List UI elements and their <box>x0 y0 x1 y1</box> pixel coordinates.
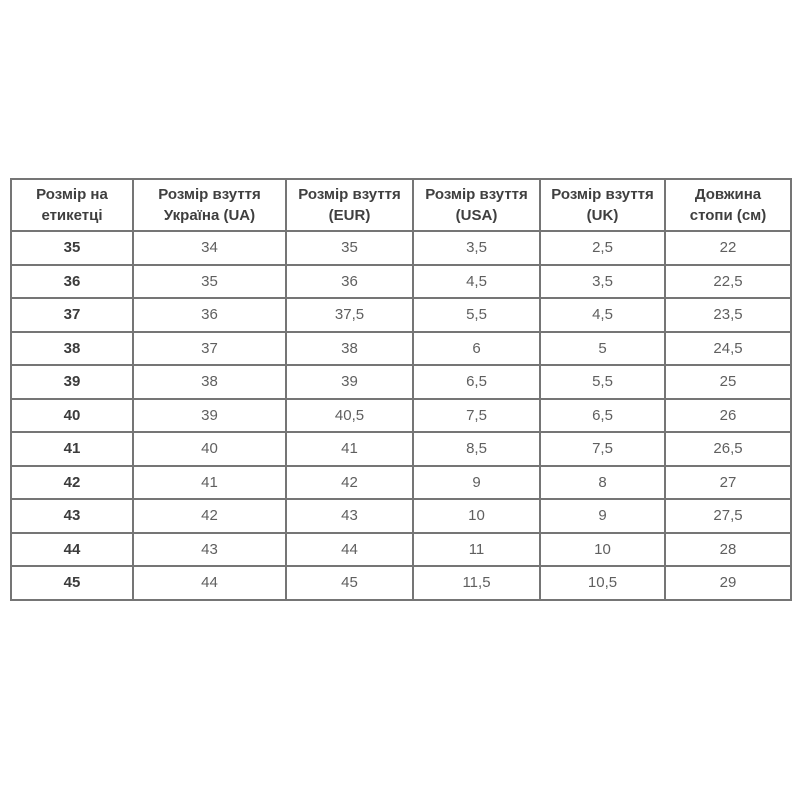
row-label-cell: 42 <box>11 466 133 500</box>
row-label-cell: 45 <box>11 566 133 600</box>
table-body <box>11 231 791 600</box>
table-header-row <box>11 179 791 231</box>
table-cell: 5,5 <box>540 365 665 399</box>
table-cell: 10 <box>540 533 665 567</box>
table-row <box>11 432 791 466</box>
row-label-cell: 40 <box>11 399 133 433</box>
row-label-cell: 39 <box>11 365 133 399</box>
table-cell: 37,5 <box>286 298 413 332</box>
table-cell: 5,5 <box>413 298 540 332</box>
table-cell: 4,5 <box>413 265 540 299</box>
row-label-cell: 44 <box>11 533 133 567</box>
table-cell: 44 <box>133 566 286 600</box>
table-cell: 44 <box>286 533 413 567</box>
table-row <box>11 566 791 600</box>
shoe-size-conversion-table <box>10 178 792 601</box>
table-cell: 41 <box>133 466 286 500</box>
table-cell: 34 <box>133 231 286 265</box>
table-cell: 38 <box>286 332 413 366</box>
table-cell: 39 <box>286 365 413 399</box>
table-row <box>11 231 791 265</box>
table-cell: 3,5 <box>413 231 540 265</box>
table-row <box>11 533 791 567</box>
table-cell: 35 <box>133 265 286 299</box>
table-cell: 40,5 <box>286 399 413 433</box>
table-row <box>11 265 791 299</box>
header-ua-size: Розмір взуття Україна (UA) <box>133 179 286 231</box>
table-cell: 10,5 <box>540 566 665 600</box>
table-cell: 7,5 <box>413 399 540 433</box>
table-row <box>11 499 791 533</box>
table-cell: 23,5 <box>665 298 791 332</box>
table-cell: 35 <box>286 231 413 265</box>
table-cell: 2,5 <box>540 231 665 265</box>
table-cell: 45 <box>286 566 413 600</box>
row-label-cell: 41 <box>11 432 133 466</box>
table-cell: 29 <box>665 566 791 600</box>
table-cell: 6,5 <box>540 399 665 433</box>
table-cell: 40 <box>133 432 286 466</box>
table-cell: 7,5 <box>540 432 665 466</box>
table-cell: 36 <box>286 265 413 299</box>
header-uk-size: Розмір взуття (UK) <box>540 179 665 231</box>
table-cell: 24,5 <box>665 332 791 366</box>
table-cell: 43 <box>286 499 413 533</box>
table-cell: 6,5 <box>413 365 540 399</box>
table-cell: 11,5 <box>413 566 540 600</box>
table-cell: 10 <box>413 499 540 533</box>
table-cell: 4,5 <box>540 298 665 332</box>
header-foot-length: Довжина стопи (см) <box>665 179 791 231</box>
table-cell: 25 <box>665 365 791 399</box>
table-cell: 22,5 <box>665 265 791 299</box>
table-cell: 28 <box>665 533 791 567</box>
table-cell: 36 <box>133 298 286 332</box>
header-eur-size: Розмір взуття (EUR) <box>286 179 413 231</box>
table-cell: 8,5 <box>413 432 540 466</box>
table-row <box>11 399 791 433</box>
row-label-cell: 37 <box>11 298 133 332</box>
table-cell: 9 <box>413 466 540 500</box>
table-cell: 6 <box>413 332 540 366</box>
table-cell: 41 <box>286 432 413 466</box>
header-label-size: Розмір на етикетці <box>11 179 133 231</box>
table-cell: 5 <box>540 332 665 366</box>
table-cell: 37 <box>133 332 286 366</box>
table-cell: 42 <box>133 499 286 533</box>
row-label-cell: 36 <box>11 265 133 299</box>
header-usa-size: Розмір взуття (USA) <box>413 179 540 231</box>
table-cell: 9 <box>540 499 665 533</box>
table-cell: 22 <box>665 231 791 265</box>
table-cell: 3,5 <box>540 265 665 299</box>
table-cell: 38 <box>133 365 286 399</box>
table-cell: 8 <box>540 466 665 500</box>
table-row <box>11 466 791 500</box>
table-cell: 42 <box>286 466 413 500</box>
table-cell: 11 <box>413 533 540 567</box>
table-row <box>11 365 791 399</box>
table-row <box>11 332 791 366</box>
row-label-cell: 35 <box>11 231 133 265</box>
row-label-cell: 38 <box>11 332 133 366</box>
table-cell: 27,5 <box>665 499 791 533</box>
table-cell: 39 <box>133 399 286 433</box>
table-cell: 26,5 <box>665 432 791 466</box>
table-cell: 26 <box>665 399 791 433</box>
table-cell: 43 <box>133 533 286 567</box>
table-cell: 27 <box>665 466 791 500</box>
table-row <box>11 298 791 332</box>
row-label-cell: 43 <box>11 499 133 533</box>
